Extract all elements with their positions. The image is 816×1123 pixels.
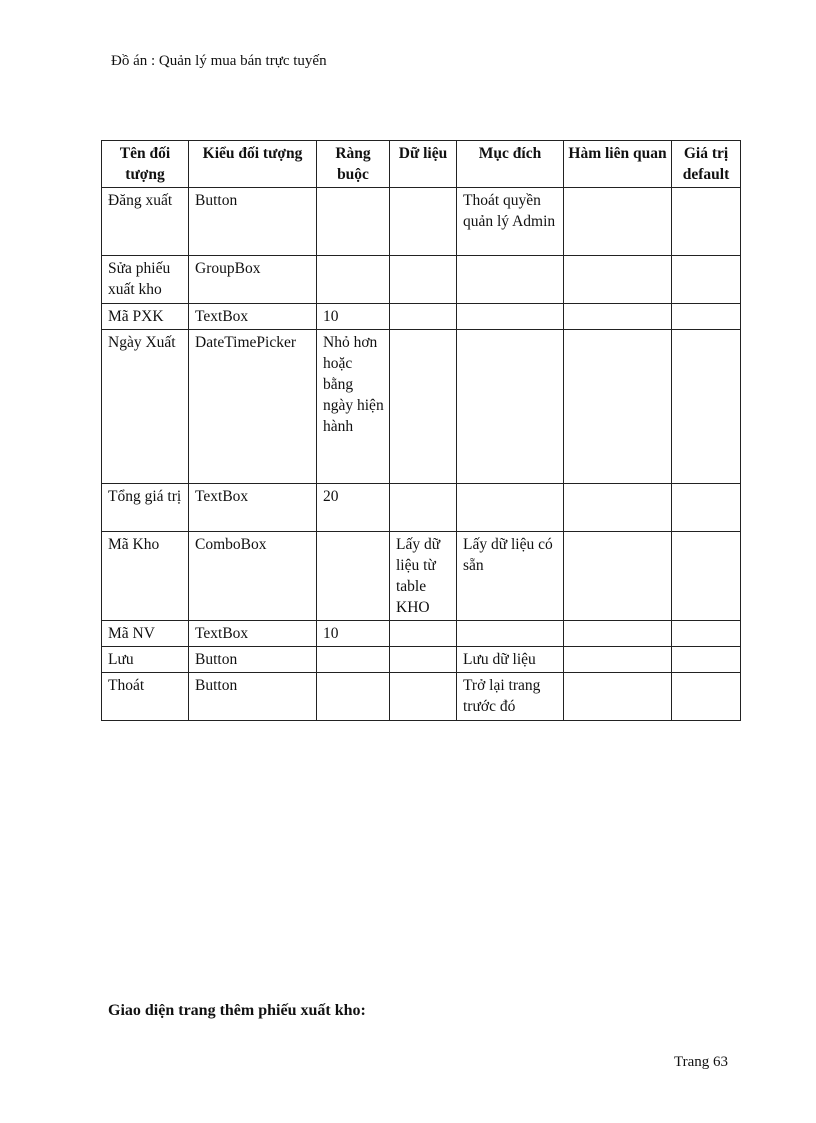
- table-cell: [564, 621, 672, 647]
- table-cell: [390, 304, 457, 330]
- table-cell: [317, 256, 390, 304]
- table-row: [102, 256, 741, 304]
- table-cell: [189, 647, 317, 673]
- table-cell: [390, 621, 457, 647]
- table-row: [102, 484, 741, 532]
- table-cell: [390, 647, 457, 673]
- table-cell: [189, 621, 317, 647]
- cell-text: Trở lại trang trước đó: [463, 677, 541, 715]
- cell-text: Button: [195, 192, 238, 209]
- cell-text: Thoát quyền quản lý Admin: [463, 192, 556, 230]
- column-header-default: Giá trị default: [672, 141, 741, 188]
- section-heading: Giao diện trang thêm phiếu xuất kho:: [108, 1002, 366, 1019]
- cell-text: Button: [195, 651, 238, 668]
- table-cell: [564, 188, 672, 256]
- cell-text: Đăng xuất: [108, 192, 173, 209]
- cell-text: 10: [323, 625, 339, 642]
- column-header-constraint: Ràng buộc: [317, 141, 390, 188]
- table-cell: [672, 621, 741, 647]
- table-cell: [102, 647, 189, 673]
- cell-text: Nhỏ hơn hoặc bằng ngày hiện hành: [323, 334, 384, 435]
- table-cell: [672, 532, 741, 621]
- table-cell: [102, 621, 189, 647]
- table-cell: [564, 673, 672, 721]
- table-cell: [672, 304, 741, 330]
- cell-text: DateTimePicker: [195, 334, 297, 351]
- column-header-type: Kiểu đối tượng: [189, 141, 317, 188]
- cell-text: Mã NV: [108, 625, 155, 642]
- table-cell: [189, 673, 317, 721]
- table-cell: [564, 484, 672, 532]
- table-header-row: [102, 141, 741, 188]
- table-cell: [457, 484, 564, 532]
- table-cell: [189, 188, 317, 256]
- table-cell: [457, 621, 564, 647]
- cell-text: Mã Kho: [108, 536, 160, 553]
- document-header: Đồ án : Quản lý mua bán trực tuyến: [111, 53, 327, 69]
- table-cell: [672, 484, 741, 532]
- cell-text: Thoát: [108, 677, 145, 694]
- table-row: [102, 673, 741, 721]
- table-cell: [564, 256, 672, 304]
- cell-text: Ngày Xuất: [108, 334, 176, 351]
- table-cell: [457, 304, 564, 330]
- cell-text: GroupBox: [195, 260, 261, 277]
- column-header-function: Hàm liên quan: [564, 141, 672, 188]
- table-row: [102, 188, 741, 256]
- table-cell: [317, 484, 390, 532]
- table-cell: [189, 330, 317, 484]
- column-header-data: Dữ liệu: [390, 141, 457, 188]
- table-cell: [102, 484, 189, 532]
- table-cell: [564, 304, 672, 330]
- table-cell: [317, 304, 390, 330]
- table-cell: [102, 330, 189, 484]
- table-cell: [390, 330, 457, 484]
- table-cell: [189, 304, 317, 330]
- column-header-purpose: Mục đích: [457, 141, 564, 188]
- cell-text: ComboBox: [195, 536, 267, 553]
- table-cell: [672, 188, 741, 256]
- table-cell: [390, 532, 457, 621]
- cell-text: TextBox: [195, 308, 249, 325]
- cell-text: Lưu: [108, 651, 134, 668]
- table-cell: [457, 330, 564, 484]
- table-cell: [390, 188, 457, 256]
- table-cell: [102, 256, 189, 304]
- table-row: [102, 532, 741, 621]
- table-row: [102, 330, 741, 484]
- table-cell: [390, 256, 457, 304]
- table-body: [102, 188, 741, 721]
- table-cell: [189, 256, 317, 304]
- table-cell: [457, 673, 564, 721]
- table-row: [102, 304, 741, 330]
- table-cell: [564, 330, 672, 484]
- table-cell: [189, 484, 317, 532]
- table-cell: [317, 330, 390, 484]
- table-row: [102, 647, 741, 673]
- table-cell: [317, 647, 390, 673]
- cell-text: Mã PXK: [108, 308, 164, 325]
- table-cell: [457, 647, 564, 673]
- table-cell: [564, 647, 672, 673]
- table-cell: [390, 484, 457, 532]
- table-cell: [317, 532, 390, 621]
- table-cell: [317, 673, 390, 721]
- table-cell: [189, 532, 317, 621]
- table-cell: [564, 532, 672, 621]
- table-cell: [102, 673, 189, 721]
- table-cell: [102, 304, 189, 330]
- cell-text: Button: [195, 677, 238, 694]
- table-cell: [317, 188, 390, 256]
- table-cell: [390, 673, 457, 721]
- table-cell: [102, 532, 189, 621]
- cell-text: 20: [323, 488, 339, 505]
- cell-text: 10: [323, 308, 339, 325]
- column-header-name: Tên đối tượng: [102, 141, 189, 188]
- table-cell: [457, 532, 564, 621]
- cell-text: TextBox: [195, 488, 249, 505]
- cell-text: Tổng giá trị: [108, 488, 182, 505]
- cell-text: Lấy dữ liệu từ table KHO: [396, 536, 441, 616]
- table-cell: [672, 330, 741, 484]
- table-cell: [102, 188, 189, 256]
- page-number: Trang 63: [674, 1054, 729, 1070]
- cell-text: Sửa phiếu xuất kho: [108, 260, 171, 298]
- table-cell: [457, 256, 564, 304]
- table-cell: [672, 647, 741, 673]
- table-row: [102, 621, 741, 647]
- cell-text: Lấy dữ liệu có sẵn: [463, 536, 553, 574]
- table-cell: [317, 621, 390, 647]
- table-cell: [672, 256, 741, 304]
- table-cell: [672, 673, 741, 721]
- cell-text: TextBox: [195, 625, 249, 642]
- object-spec-table: [101, 140, 741, 721]
- cell-text: Lưu dữ liệu: [463, 651, 536, 668]
- table-cell: [457, 188, 564, 256]
